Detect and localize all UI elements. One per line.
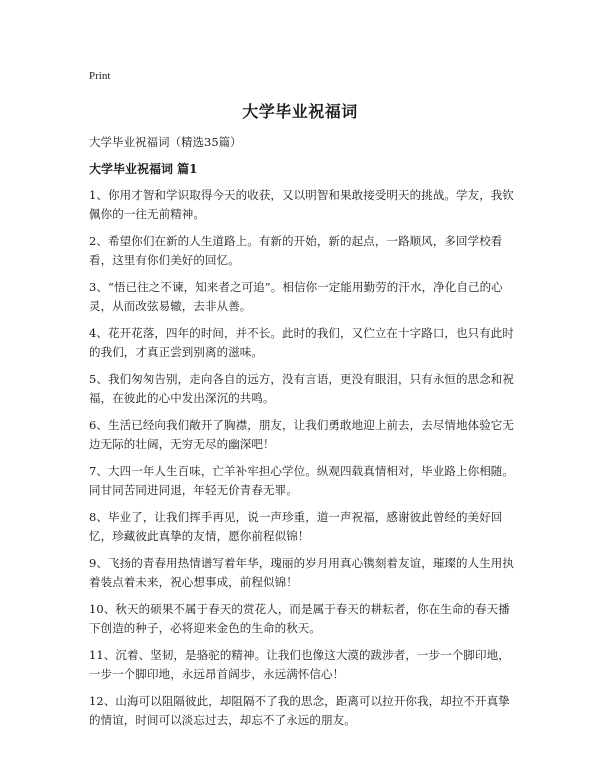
document-subtitle: 大学毕业祝福词（精选35篇） [89, 135, 242, 149]
paragraph-8: 8、毕业了，让我们挥手再见，说一声珍重，道一声祝福，感谢彼此曾经的美好回忆，珍藏彼此真挚的友情，愿你前程似锦！ [89, 510, 503, 543]
paragraph-7: 7、大四一年人生百味，亡羊补牢担心学位。纵观四载真情相对，毕业路上你相随。同甘同苦同进同退，年轻无价青春无罪。 [89, 464, 515, 497]
paragraph-12: 12、山海可以阻隔彼此，却阻隔不了我的思念，距离可以拉开你我，却拉不开真挚的情谊，时间可以淡忘过去，却忘不了永远的朋友。 [89, 694, 510, 727]
paragraph-10: 10、秋天的硕果不属于春天的赏花人，而是属于春天的耕耘者，你在生命的春天播下创造的种子，必将迎来金色的生命的秋天。 [89, 602, 510, 635]
paragraph-3: 3、“悟已往之不谏，知来者之可追”。相信你一定能用勤劳的汗水，净化自己的心灵，从而改弦易辙，去非从善。 [89, 280, 503, 313]
paragraph-4: 4、花开花落，四年的时间，并不长。此时的我们，又伫立在十字路口，也只有此时的我们，才真正尝到别离的滋味。 [89, 326, 515, 359]
print-link[interactable]: Print [89, 70, 111, 82]
page-title: 大学毕业祝福词 [242, 102, 358, 121]
paragraph-list [89, 186, 519, 738]
paragraph-9: 9、飞扬的青春用热情谱写着年华，瑰丽的岁月用真心镌刻着友谊，璀璨的人生用执着装点着未来，祝心想事成，前程似锦！ [89, 556, 515, 589]
paragraph-5: 5、我们匆匆告别，走向各自的远方，没有言语，更没有眼泪，只有永恒的思念和祝福，在彼此的心中发出深沉的共鸣。 [89, 372, 515, 405]
section-heading: 大学毕业祝福词 篇1 [89, 162, 198, 176]
paragraph-2: 2、希望你们在新的人生道路上。有新的开始，新的起点，一路顺风，多回学校看看，这里有你们美好的回忆。 [89, 234, 503, 267]
paragraph-11: 11、沉着、坚韧，是骆驼的精神。让我们也像这大漠的跋涉者，一步一个脚印地，一步一个脚印地，永远昂首阔步，永远满怀信心！ [89, 648, 510, 681]
paragraph-1: 1、你用才智和学识取得今天的收获，又以明智和果敢接受明天的挑战。学友，我钦佩你的一往无前精神。 [89, 188, 515, 221]
paragraph-6: 6、生活已经向我们敞开了胸襟，朋友，让我们勇敢地迎上前去，去尽情地体验它无边无际的壮阔，无穷无尽的幽深吧！ [89, 418, 515, 451]
